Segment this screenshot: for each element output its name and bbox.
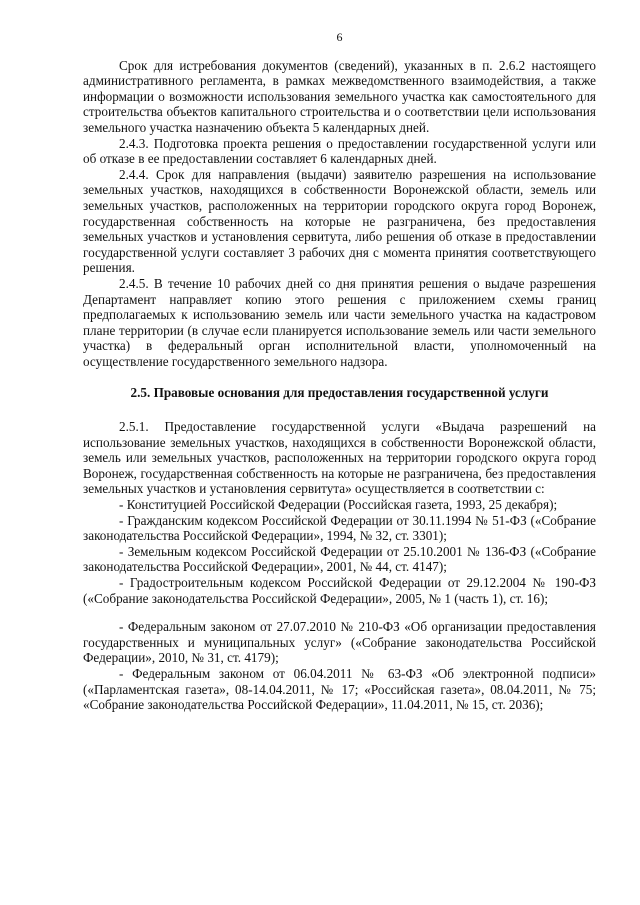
list-item: - Конституцией Российской Федерации (Российская газета, 1993, 25 декабря); <box>119 497 558 513</box>
paragraph-2-5-1: 2.5.1. Предоставление государственной услуги «Выдача разрешений на использование земельных участков, находящихся в собственности Воронежской области, земель или земельных участков, расположенных на территории городского округа город Воронеж, государственная собственность на которые не разграничена, без предоставления земельных участков и установления сервитута» осуществляется в соответствии с: <box>83 419 596 497</box>
paragraph-document-request-term: Срок для истребования документов (сведений), указанных в п. 2.6.2 настоящего административного регламента, в рамках межведомственного взаимодействия, а также информации о возможности использования земельного участка как самостоятельного для строительства объектов капитального строительства и о соответствии цели использования земельного участка назначению объекта 5 календарных дней. <box>83 57 596 135</box>
list-item: - Градостроительным кодексом Российской Федерации от 29.12.2004 № 190-ФЗ («Собрание законодательства Российской Федерации», 2005, № 1 (часть 1), ст. 16); <box>83 575 596 606</box>
paragraph-2-4-4: 2.4.4. Срок для направления (выдачи) заявителю разрешения на использование земельных участков, находящихся в собственности Воронежской области, земель или земельных участков, расположенных на территории городского округа город Воронеж, государственная собственность на которые не разграничена, без предоставления земельных участков и установления сервитута, либо решения об отказе в предоставлении государственной услуги составляет 3 рабочих дня с момента принятия соответствующего решения. <box>83 166 596 276</box>
paragraph-2-4-5: 2.4.5. В течение 10 рабочих дней со дня принятия решения о выдаче разрешения Департамент направляет копию этого решения с приложением схемы границ предполагаемых к использованию земель или части земельного участка на кадастровом плане территории (в случае если планируется использование земель или части земельного участка) в федеральный орган исполнительной власти, уполномоченный на осуществление государственного земельного надзора. <box>83 275 596 369</box>
list-item: - Гражданским кодексом Российской Федерации от 30.11.1994 № 51-ФЗ («Собрание законодательства Российской Федерации», 1994, № 32, ст. 3301); <box>83 512 596 544</box>
legal-basis-list <box>83 497 596 713</box>
section-heading-2-5: 2.5. Правовые основания для предоставления государственной услуги <box>130 385 549 401</box>
list-item: - Федеральным законом от 27.07.2010 № 210-ФЗ «Об организации предоставления государственных и муниципальных услуг» («Собрание законодательства Российской Федерации», 2010, № 31, ст. 4179); <box>83 619 596 666</box>
paragraph-2-4-3: 2.4.3. Подготовка проекта решения о предоставлении государственной услуги или об отказе в ее предоставлении составляет 6 календарных дней. <box>83 135 596 167</box>
page-number: 6 <box>336 30 343 44</box>
list-item: - Федеральным законом от 06.04.2011 № 63-ФЗ «Об электронной подписи» («Парламентская газета», 08-14.04.2011, № 17; «Российская газета», 08.04.2011, № 75; «Собрание законодательства Российской Федерации», 11.04.2011, № 15, ст. 2036); <box>83 665 596 713</box>
list-item: - Земельным кодексом Российской Федерации от 25.10.2001 № 136-ФЗ («Собрание законодательства Российской Федерации», 2001, № 44, ст. 4147); <box>83 543 596 575</box>
